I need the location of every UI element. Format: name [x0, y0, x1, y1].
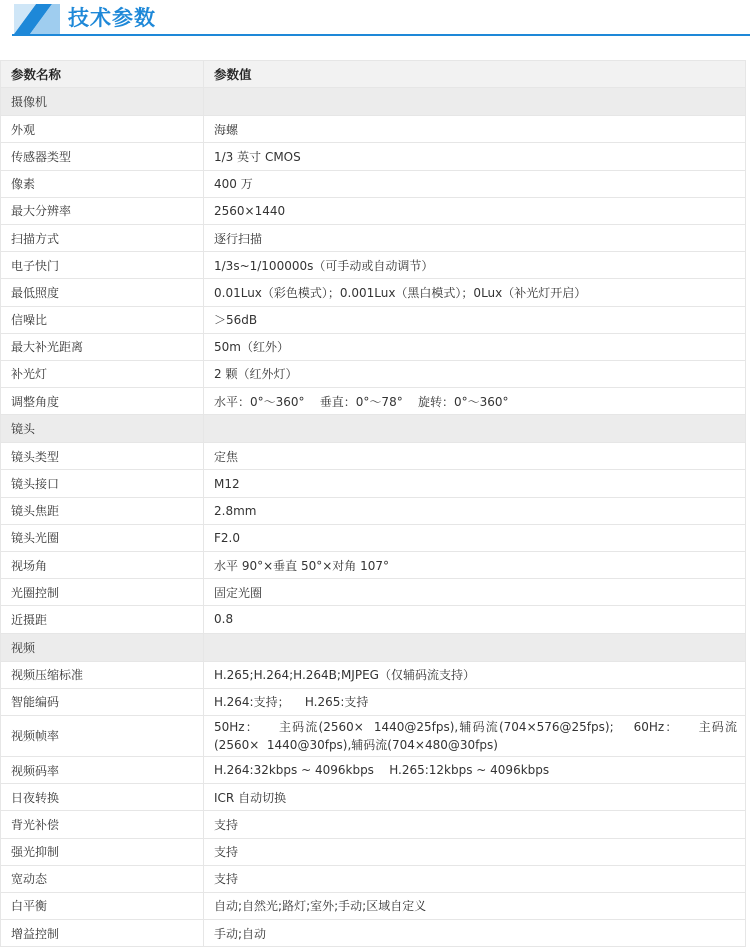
param-value: 水平：0°～360° 垂直：0°～78° 旋转：0°～360° [204, 388, 746, 415]
param-name: 调整角度 [1, 388, 204, 415]
table-row [1, 784, 746, 811]
table-row [1, 116, 746, 143]
table-row [1, 865, 746, 892]
table-row [1, 170, 746, 197]
section-title: 摄像机 [1, 88, 204, 116]
param-value: H.264:支持； H.265:支持 [204, 688, 746, 715]
table-row [1, 443, 746, 470]
table-row [1, 197, 746, 224]
table-row [1, 688, 746, 715]
table-row [1, 715, 746, 756]
table-row [1, 252, 746, 279]
param-name: 视频码率 [1, 756, 204, 783]
table-row [1, 224, 746, 251]
table-row [1, 756, 746, 783]
table-row [1, 279, 746, 306]
table-row [1, 838, 746, 865]
param-value: 支持 [204, 811, 746, 838]
param-name: 增益控制 [1, 920, 204, 947]
table-row [1, 579, 746, 606]
slash-logo-icon [14, 4, 60, 34]
param-value: H.265;H.264;H.264B;MJPEG（仅辅码流支持） [204, 661, 746, 688]
param-value: 支持 [204, 838, 746, 865]
param-value: 50Hz： 主码流(2560× 1440@25fps),辅码流(704×576@25fps); 60Hz： 主码流(2560× 1440@30fps),辅码流(704×480@30fps) [204, 715, 746, 756]
param-value: 手动;自动 [204, 920, 746, 947]
page-title: 技术参数 [68, 6, 156, 30]
table-row [1, 811, 746, 838]
table-row [1, 892, 746, 919]
param-value: 1/3 英寸 CMOS [204, 143, 746, 170]
section-header [0, 0, 750, 40]
param-value: 50m（红外） [204, 333, 746, 360]
section-row [1, 633, 746, 661]
table-row [1, 497, 746, 524]
spec-table [0, 60, 746, 947]
section-blank-cell [204, 88, 746, 116]
param-value: ＞56dB [204, 306, 746, 333]
param-value: 2 颗（红外灯） [204, 360, 746, 387]
table-row [1, 143, 746, 170]
table-row [1, 470, 746, 497]
title-underline [12, 34, 750, 36]
param-name: 宽动态 [1, 865, 204, 892]
param-name: 最大补光距离 [1, 333, 204, 360]
table-row [1, 360, 746, 387]
table-row [1, 388, 746, 415]
param-value: 固定光圈 [204, 579, 746, 606]
param-value: M12 [204, 470, 746, 497]
param-name: 智能编码 [1, 688, 204, 715]
param-value: 支持 [204, 865, 746, 892]
param-name: 镜头类型 [1, 443, 204, 470]
header-name: 参数名称 [1, 61, 204, 88]
param-name: 补光灯 [1, 360, 204, 387]
param-name: 近摄距 [1, 606, 204, 633]
section-row [1, 415, 746, 443]
param-name: 最大分辨率 [1, 197, 204, 224]
table-row [1, 606, 746, 633]
param-value: 海螺 [204, 116, 746, 143]
param-value: 2560×1440 [204, 197, 746, 224]
param-value: 逐行扫描 [204, 224, 746, 251]
param-name: 视频帧率 [1, 715, 204, 756]
param-value: 400 万 [204, 170, 746, 197]
param-name: 最低照度 [1, 279, 204, 306]
param-value: 水平 90°×垂直 50°×对角 107° [204, 552, 746, 579]
param-name: 电子快门 [1, 252, 204, 279]
table-row [1, 333, 746, 360]
param-name: 信噪比 [1, 306, 204, 333]
param-value: 0.01Lux（彩色模式）；0.001Lux（黑白模式）；0Lux（补光灯开启） [204, 279, 746, 306]
section-row [1, 88, 746, 116]
param-name: 外观 [1, 116, 204, 143]
param-value: 定焦 [204, 443, 746, 470]
section-title: 视频 [1, 633, 204, 661]
param-value: 2.8mm [204, 497, 746, 524]
table-row [1, 552, 746, 579]
param-name: 镜头光圈 [1, 524, 204, 551]
section-title: 镜头 [1, 415, 204, 443]
param-name: 扫描方式 [1, 224, 204, 251]
param-value: F2.0 [204, 524, 746, 551]
table-row [1, 920, 746, 947]
param-name: 光圈控制 [1, 579, 204, 606]
section-blank-cell [204, 415, 746, 443]
param-name: 镜头焦距 [1, 497, 204, 524]
param-name: 视场角 [1, 552, 204, 579]
header-value: 参数值 [204, 61, 746, 88]
param-name: 像素 [1, 170, 204, 197]
param-value: ICR 自动切换 [204, 784, 746, 811]
param-name: 白平衡 [1, 892, 204, 919]
param-value: 1/3s~1/100000s（可手动或自动调节） [204, 252, 746, 279]
param-value: 自动;自然光;路灯;室外;手动;区域自定义 [204, 892, 746, 919]
table-row [1, 306, 746, 333]
table-row [1, 661, 746, 688]
section-blank-cell [204, 633, 746, 661]
table-row [1, 524, 746, 551]
param-name: 日夜转换 [1, 784, 204, 811]
param-value: 0.8 [204, 606, 746, 633]
param-name: 强光抑制 [1, 838, 204, 865]
param-name: 视频压缩标准 [1, 661, 204, 688]
table-header-row [1, 61, 746, 88]
param-name: 传感器类型 [1, 143, 204, 170]
param-name: 背光补偿 [1, 811, 204, 838]
param-name: 镜头接口 [1, 470, 204, 497]
param-value: H.264:32kbps ~ 4096kbps H.265:12kbps ~ 4096kbps [204, 756, 746, 783]
